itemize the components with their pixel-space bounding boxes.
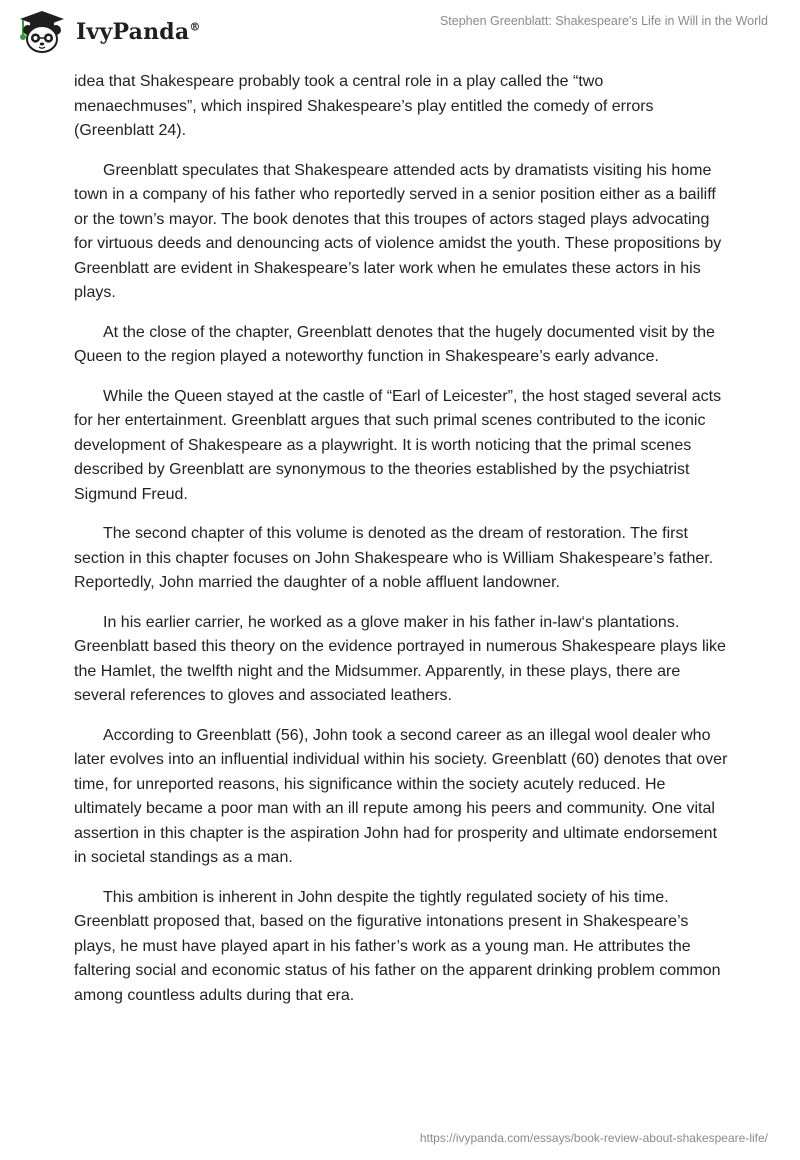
paragraph: This ambition is inherent in John despite the tightly regulated society of his time. Greenblatt proposed that, based on the figurative intonations present in Shakespeare’s plays, he must have played apart in his father’s work as a young man. He attributes the faltering social and economic status of his father on the apparent drinking problem common among countless adults during that era. bbox=[74, 888, 721, 1004]
document-title: Stephen Greenblatt: Shakespeare's Life in Will in the World bbox=[439, 14, 768, 28]
brand-name: IvyPanda® bbox=[76, 19, 201, 45]
brand-logo[interactable] bbox=[14, 6, 201, 58]
page-header bbox=[0, 0, 800, 64]
paragraph: While the Queen stayed at the castle of “Earl of Leicester”, the host staged several acts for her entertainment. Greenblatt argues that such primal scenes contributed to the iconic development of Shakespeare as a playwright. It is worth noticing that the primal scenes described by Greenblatt are synonymous to the theories established by the psychiatrist Sigmund Freud. bbox=[74, 387, 722, 503]
essay-body bbox=[74, 70, 730, 1023]
registered-mark: ® bbox=[189, 20, 201, 34]
paragraph: The second chapter of this volume is denoted as the dream of restoration. The first section in this chapter focuses on John Shakespeare who is William Shakespeare’s father. Reportedly, John married the daughter of a noble affluent landowner. bbox=[74, 525, 714, 591]
paragraph: idea that Shakespeare probably took a central role in a play called the “two menaechmuses”, which inspired Shakespeare’s play entitled the comedy of errors (Greenblatt 24). bbox=[74, 73, 654, 139]
source-url-link[interactable]: https://ivypanda.com/essays/book-review-about-shakespeare-life/ bbox=[419, 1131, 768, 1145]
paragraph: At the close of the chapter, Greenblatt denotes that the hugely documented visit by the Queen to the region played a noteworthy function in Shakespeare’s early advance. bbox=[74, 323, 715, 365]
paragraph: According to Greenblatt (56), John took a second career as an illegal wool dealer who later evolves into an influential individual within his society. Greenblatt (60) denotes that over time, for unreported reasons, his significance within the society acutely reduced. He ultimately became a poor man with an ill repute among his peers and community. One vital assertion in this chapter is the aspiration John had for prosperity and ultimate endorsement in societal standings as a man. bbox=[74, 726, 728, 866]
panda-graduate-icon bbox=[14, 9, 70, 55]
paragraph: Greenblatt speculates that Shakespeare attended acts by dramatists visiting his home town in a company of his father who reportedly served in a senior position either as a bailiff or the town’s mayor. The book denotes that this troupes of actors staged plays advocating for virtuous deeds and denouncing acts of violence amidst the youth. These propositions by Greenblatt are evident in Shakespeare’s later work when he emulates these actors in his plays. bbox=[74, 161, 722, 301]
paragraph: In his earlier carrier, he worked as a glove maker in his father in-law‘s plantations. Greenblatt based this theory on the evidence portrayed in numerous Shakespeare plays like the Hamlet, the twelfth night and the Midsummer. Apparently, in these plays, there are several references to gloves and associated leathers. bbox=[74, 613, 726, 704]
